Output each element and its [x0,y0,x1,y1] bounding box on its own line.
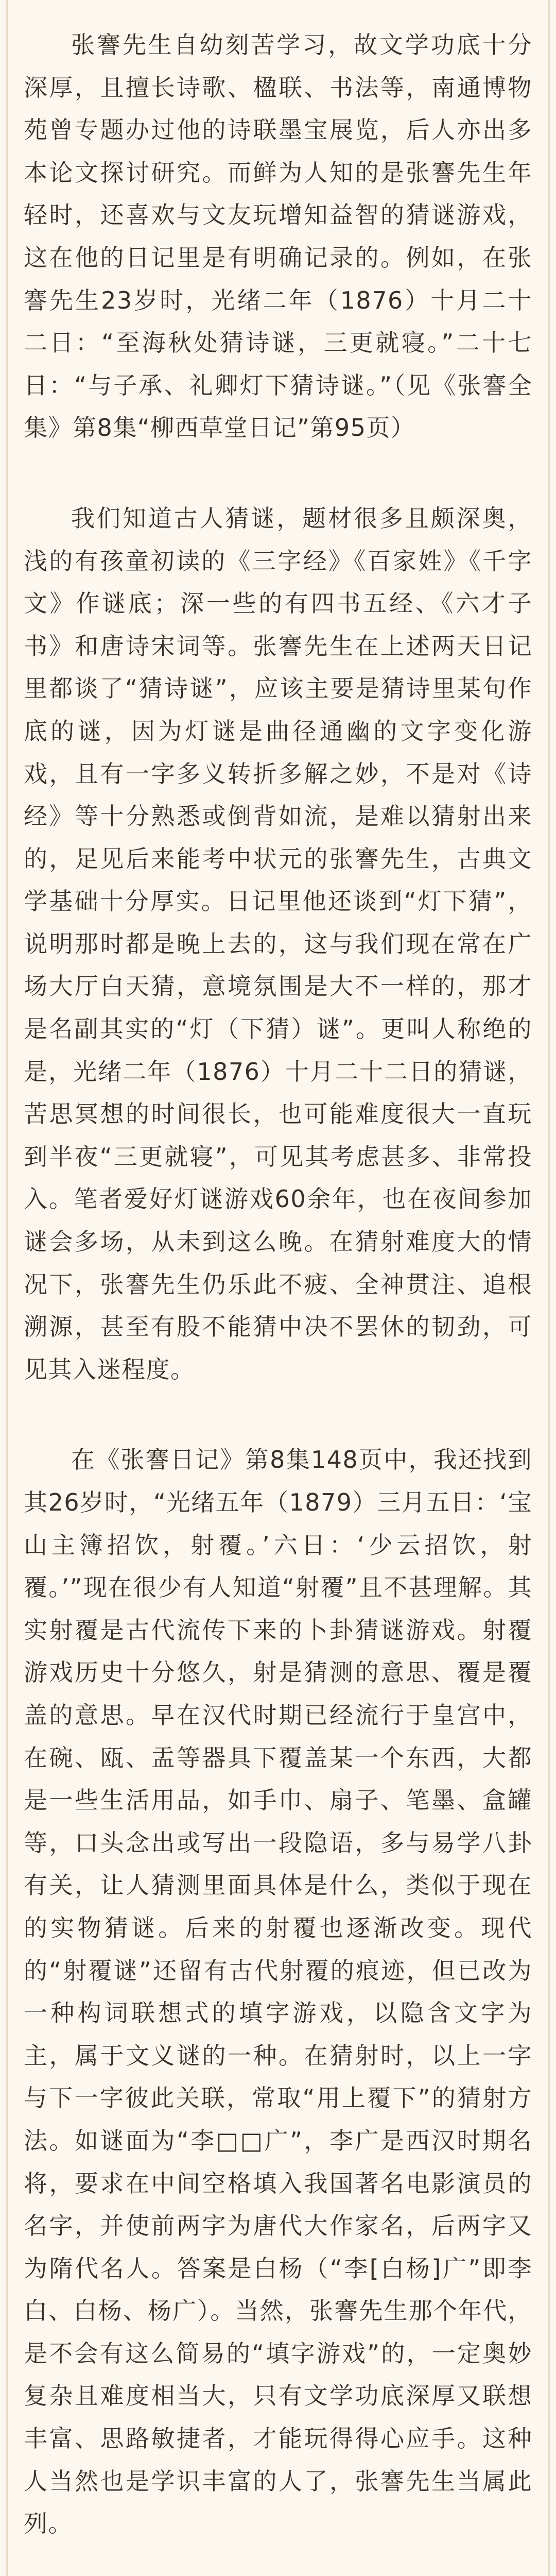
left-border-line [6,0,8,2576]
article-body [24,24,532,2545]
paragraph-1: 张謇先生自幼刻苦学习，故文学功底十分深厚，且擅长诗歌、楹联、书法等，南通博物苑曾专题办过他的诗联墨宝展览，后人亦出多本论文探讨研究。而鲜为人知的是张謇先生年轻时，还喜欢与文友玩增知益智的猜谜游戏，这在他的日记里是有明确记录的。例如，在张謇先生23岁时，光绪二年（1876）十月二十二日：“至海秋处猜诗谜，三更就寝。”二十七日：“与子承、礼卿灯下猜诗谜。”（见《张謇全集》第8集“柳西草堂日记”第95页） [24,31,532,442]
paragraph-2: 我们知道古人猜谜，题材很多且颇深奥，浅的有孩童初读的《三字经》《百家姓》《千字文》作谜底；深一些的有四书五经、《六才子书》和唐诗宋词等。张謇先生在上述两天日记里都谈了“猜诗谜”，应该主要是猜诗里某句作底的谜，因为灯谜是曲径通幽的文字变化游戏，且有一字多义转折多解之妙，不是对《诗经》等十分熟悉或倒背如流，是难以猜射出来的，足见后来能考中状元的张謇先生，古典文学基础十分厚实。日记里他还谈到“灯下猜”，说明那时都是晚上去的，这与我们现在常在广场大厅白天猜，意境氛围是大不一样的，那才是名副其实的“灯（下猜）谜”。更叫人称绝的是，光绪二年（1876）十月二十二日的猜谜，苦思冥想的时间很长，也可能难度很大一直玩到半夜“三更就寝”，可见其考虑甚多、非常投入。笔者爱好灯谜游戏60余年，也在夜间参加谜会多场，从未到这么晚。在猜射难度大的情况下，张謇先生仍乐此不疲、全神贯注、追根溯源，甚至有股不能猜中决不罢休的韧劲，可见其入迷程度。 [24,504,532,1383]
paragraph-3: 在《张謇日记》第8集148页中，我还找到其26岁时，“光绪五年（1879）三月五日：‘宝山主簿招饮，射覆。’六日：‘少云招饮，射覆。’”现在很少有人知道“射覆”且不甚理解。其实射覆是古代流传下来的卜卦猜谜游戏。射覆游戏历史十分悠久，射是猜测的意思、覆是覆盖的意思。早在汉代时期已经流行于皇宫中，在碗、瓯、盂等器具下覆盖某一个东西，大都是一些生活用品，如手巾、扇子、笔墨、盒罐等，口头念出或写出一段隐语，多与易学八卦有关，让人猜测里面具体是什么，类似于现在的实物猜谜。后来的射覆也逐渐改变。现代的“射覆谜”还留有古代射覆的痕迹，但已改为一种构词联想式的填字游戏，以隐含文字为主，属于文义谜的一种。在猜射时，以上一字与下一字彼此关联，常取“用上覆下”的猜射方法。如谜面为“李□□广”，李广是西汉时期名将，要求在中间空格填入我国著名电影演员的名字，并使前两字为唐代大作家名，后两字又为隋代名人。答案是白杨（“李[白杨]广”即李白、白杨、杨广）。当然，张謇先生那个年代，是不会有这么简易的“填字游戏”的，一定奥妙复杂且难度相当大，只有文学功底深厚又联想丰富、思路敏捷者，才能玩得得心应手。这种人当然也是学识丰富的人了，张謇先生当属此列。 [24,1446,532,2538]
right-border-line [548,0,550,2576]
